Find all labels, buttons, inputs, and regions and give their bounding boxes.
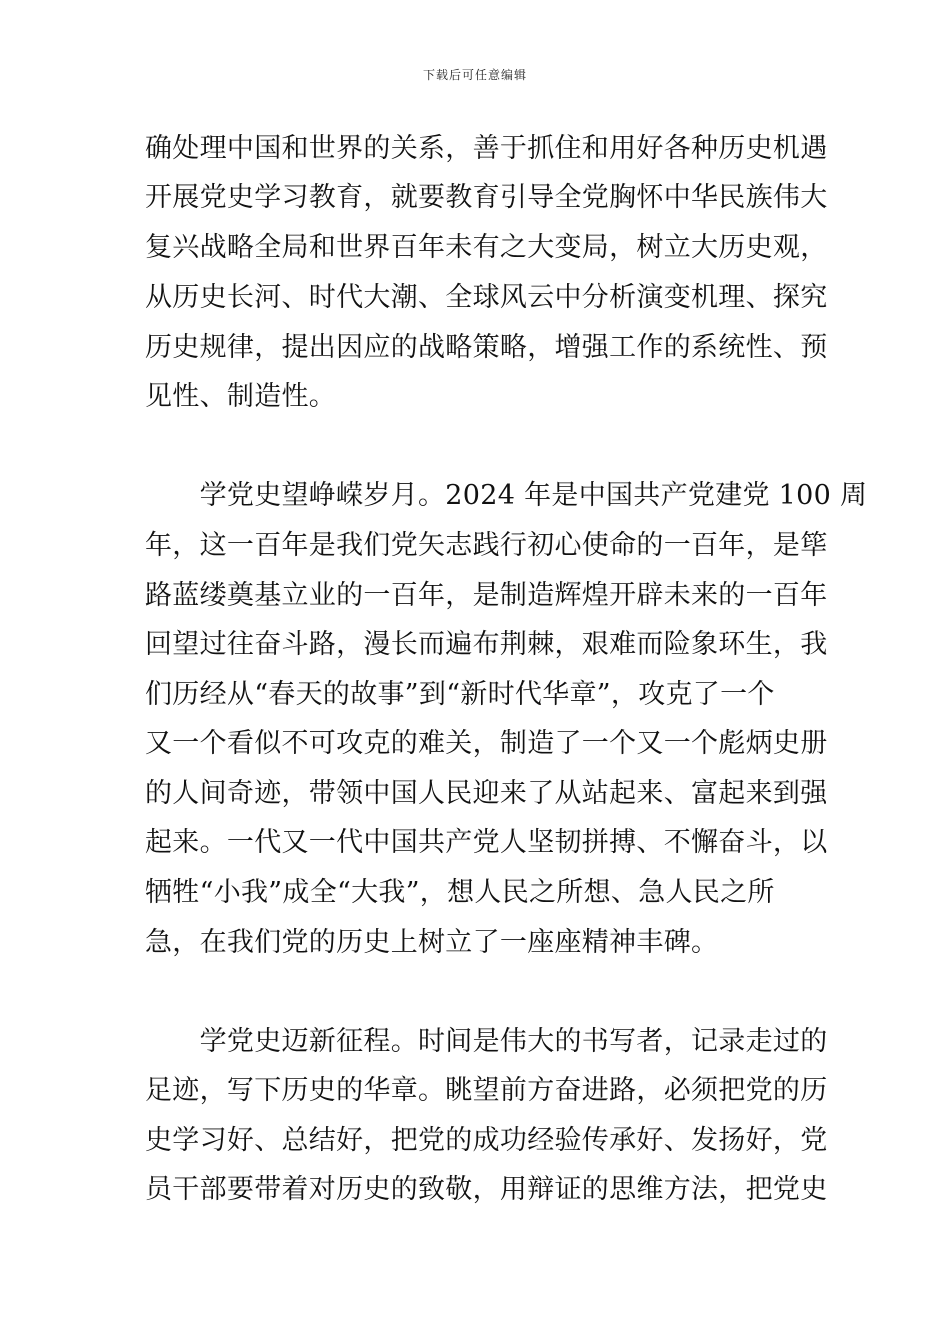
text-line: 学党史迈新征程。时间是伟大的书写者，记录走过的 xyxy=(145,1026,828,1057)
text-line: 足迹，写下历史的华章。眺望前方奋进路，必须把党的历 xyxy=(145,1075,828,1106)
text-line: 路蓝缕奠基立业的一百年，是制造辉煌开辟未来的一百年 xyxy=(145,580,828,611)
text-line: 的人间奇迹，带领中国人民迎来了从站起来、富起来到强 xyxy=(145,778,828,809)
text-line: 员干部要带着对历史的致敬，用辩证的思维方法，把党史 xyxy=(145,1174,828,1205)
text-line: 学党史望峥嵘岁月。2024 年是中国共产党建党 100 周 xyxy=(145,480,868,511)
text-line: 史学习好、总结好，把党的成功经验传承好、发扬好，党 xyxy=(145,1125,828,1156)
text-line: 回望过往奋斗路，漫长而遍布荆棘，艰难而险象环生，我 xyxy=(145,629,828,660)
text-line: 历史规律，提出因应的战略策略，增强工作的系统性、预 xyxy=(145,332,828,363)
text-line: 开展党史学习教育，就要教育引导全党胸怀中华民族伟大 xyxy=(145,182,828,213)
text-line: 从历史长河、时代大潮、全球风云中分析演变机理、探究 xyxy=(145,282,828,313)
text-line: 们历经从“春天的故事”到“新时代华章”，攻克了一个 xyxy=(145,679,775,710)
text-line: 又一个看似不可攻克的难关，制造了一个又一个彪炳史册 xyxy=(145,728,828,759)
text-line: 起来。一代又一代中国共产党人坚韧拼搏、不懈奋斗，以 xyxy=(145,827,828,858)
text-line: 见性、制造性。 xyxy=(145,381,337,412)
text-line: 复兴战略全局和世界百年未有之大变局，树立大历史观， xyxy=(145,232,828,263)
text-line: 确处理中国和世界的关系，善于抓住和用好各种历史机遇 xyxy=(145,133,828,164)
text-line: 急，在我们党的历史上树立了一座座精神丰碑。 xyxy=(145,927,719,958)
text-line: 牺牲“小我”成全“大我”，想人民之所想、急人民之所 xyxy=(145,877,775,908)
page-header: 下载后可任意编辑 xyxy=(422,68,527,82)
text-line: 年，这一百年是我们党矢志践行初心使命的一百年，是筚 xyxy=(145,530,828,561)
